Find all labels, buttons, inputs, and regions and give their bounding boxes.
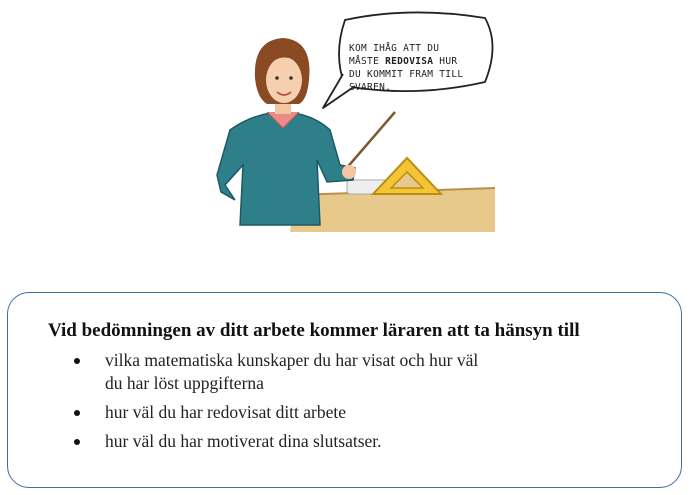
speech-line-4: SVAREN. <box>349 82 392 93</box>
box-title: Vid bedömningen av ditt arbete kommer läraren att ta hänsyn till <box>48 320 580 341</box>
bullet-icon <box>74 410 80 416</box>
list-item <box>70 349 478 395</box>
speech-bubble-text <box>349 42 477 94</box>
face <box>266 57 302 103</box>
speech-line-3: DU KOMMIT FRAM TILL <box>349 69 464 80</box>
list-item-line: vilka matematiska kunskaper du har visat och hur väl <box>105 350 479 370</box>
bullet-icon <box>74 439 80 445</box>
speech-line-2-post: HUR <box>433 56 458 67</box>
list-item-line: du har löst uppgifterna <box>105 373 264 393</box>
list-item <box>70 430 478 453</box>
speech-line-2 <box>349 55 477 68</box>
speech-line-2-pre: MÅSTE <box>349 56 386 67</box>
criteria-list <box>70 349 478 459</box>
list-item-line: hur väl du har motiverat dina slutsatser. <box>105 431 382 451</box>
list-item-line: hur väl du har redovisat ditt arbete <box>105 402 347 422</box>
pointer-stick <box>345 112 395 170</box>
speech-line-1: KOM IHÅG ATT DU <box>349 43 440 54</box>
list-item <box>70 401 478 424</box>
teacher-drawing <box>195 0 495 232</box>
speech-bold-word: REDOVISA <box>385 56 434 67</box>
assessment-info-box <box>7 292 682 488</box>
teacher-illustration <box>195 0 495 232</box>
bullet-icon <box>74 358 80 364</box>
